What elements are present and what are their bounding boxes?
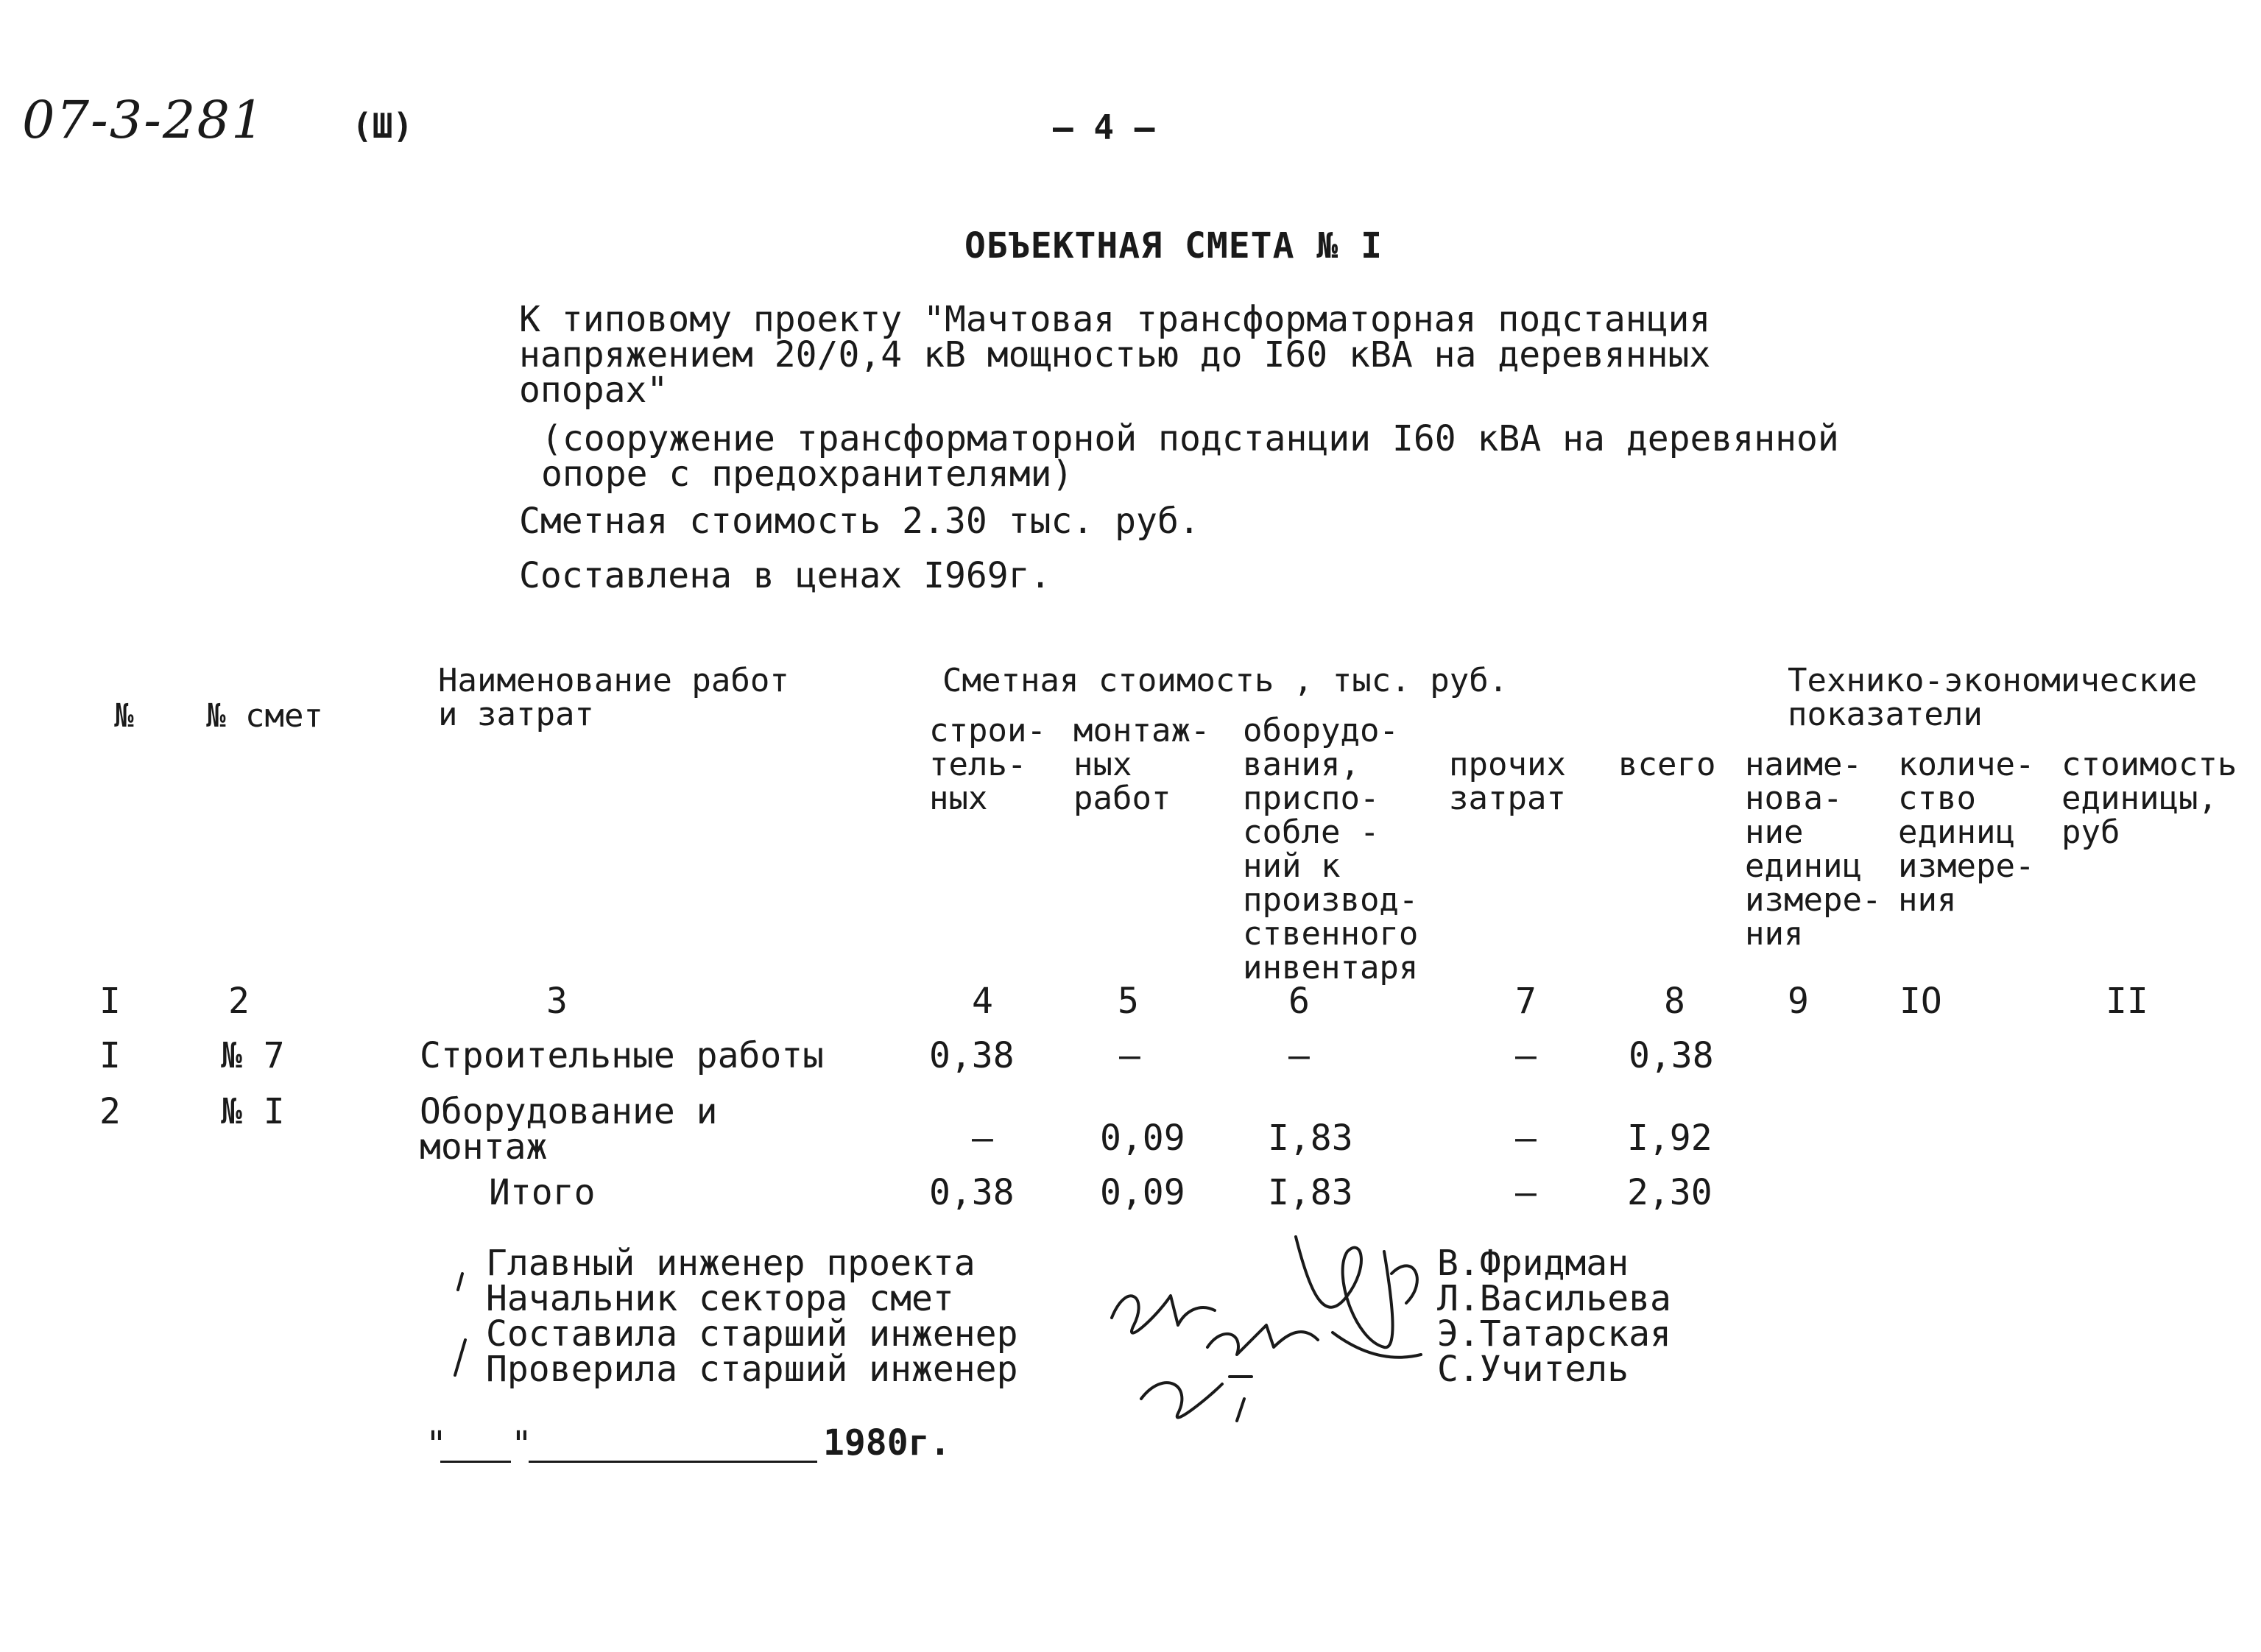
document-number: 07-3-281 bbox=[22, 90, 266, 150]
col-number-3: 3 bbox=[546, 981, 568, 1022]
project-scope: (сооружение трансформаторной подстанции I60 кВА на деревянной опоре с предохранителями) bbox=[541, 418, 1839, 495]
total-equipment: I,83 bbox=[1268, 1172, 1353, 1213]
row1-number: I bbox=[99, 1035, 121, 1076]
page-number: – 4 – bbox=[1053, 107, 1155, 147]
header-unit-quantity: количе- ство единиц измере- ния bbox=[1898, 746, 2035, 919]
header-work-name: Наименование работ и затрат bbox=[438, 662, 789, 733]
row1-name: Строительные работы bbox=[420, 1035, 825, 1076]
document-title: ОБЪЕКТНАЯ СМЕТА № I bbox=[964, 225, 1383, 266]
signer-title-2: Начальник сектора смет bbox=[486, 1278, 954, 1319]
signer-name-1: В.Фридман bbox=[1437, 1243, 1629, 1284]
header-installation: монтаж- ных работ bbox=[1073, 712, 1210, 817]
date-quote-close: " bbox=[511, 1424, 532, 1465]
date-year: 1980г. bbox=[823, 1422, 951, 1464]
total-total: 2,30 bbox=[1627, 1172, 1712, 1213]
total-other: – bbox=[1515, 1172, 1537, 1213]
document-series-mark: (Ш) bbox=[352, 106, 414, 146]
total-construction: 0,38 bbox=[929, 1172, 1015, 1213]
row2-number: 2 bbox=[99, 1091, 121, 1132]
col-number-6: 6 bbox=[1288, 981, 1310, 1022]
project-description: К типовому проекту "Мачтовая трансформаторная подстанция напряжением 20/0,4 кВ мощностью до I60 кВА на деревянных опорах" bbox=[519, 299, 1711, 411]
row2-equipment: I,83 bbox=[1268, 1118, 1353, 1159]
row2-other: – bbox=[1515, 1118, 1537, 1159]
signer-name-2: Л.Васильева bbox=[1437, 1278, 1671, 1319]
col-number-11: II bbox=[2106, 981, 2148, 1022]
row2-estimate: № I bbox=[221, 1091, 285, 1132]
header-unit-name: наиме- нова- ние единиц измере- ния bbox=[1745, 746, 1882, 953]
col-number-7: 7 bbox=[1515, 981, 1537, 1022]
header-other-costs: прочих затрат bbox=[1449, 746, 1566, 817]
col-number-4: 4 bbox=[972, 981, 993, 1022]
row2-name: Оборудование и монтаж bbox=[420, 1091, 718, 1168]
row1-other: – bbox=[1515, 1035, 1537, 1076]
estimated-cost: Сметная стоимость 2.30 тыс. руб. bbox=[519, 501, 1200, 542]
col-number-2: 2 bbox=[228, 981, 250, 1022]
row1-estimate: № 7 bbox=[221, 1035, 285, 1076]
row1-equipment: – bbox=[1288, 1035, 1310, 1076]
row1-total: 0,38 bbox=[1629, 1035, 1714, 1076]
col-number-5: 5 bbox=[1118, 981, 1139, 1022]
row2-installation: 0,09 bbox=[1100, 1118, 1185, 1159]
row1-construction: 0,38 bbox=[929, 1035, 1015, 1076]
signer-name-3: Э.Татарская bbox=[1437, 1313, 1671, 1355]
row2-construction: – bbox=[972, 1118, 993, 1159]
header-total: всего bbox=[1618, 746, 1716, 783]
signer-title-1: Главный инженер проекта bbox=[486, 1243, 976, 1284]
row2-total: I,92 bbox=[1627, 1118, 1712, 1159]
header-number: № bbox=[114, 697, 134, 735]
header-estimate-number: № смет bbox=[206, 697, 323, 735]
total-label: Итого bbox=[489, 1172, 596, 1213]
signer-title-4: Проверила старший инженер bbox=[486, 1349, 1018, 1390]
date-day-blank bbox=[440, 1461, 511, 1463]
date-quote-open: " bbox=[426, 1424, 447, 1465]
col-number-9: 9 bbox=[1788, 981, 1809, 1022]
row1-installation: – bbox=[1119, 1035, 1140, 1076]
date-month-blank bbox=[529, 1461, 817, 1463]
prices-year: Составлена в ценах I969г. bbox=[519, 555, 1051, 596]
total-installation: 0,09 bbox=[1100, 1172, 1185, 1213]
col-number-1: I bbox=[99, 981, 121, 1022]
col-number-8: 8 bbox=[1664, 981, 1685, 1022]
signer-name-4: С.Учитель bbox=[1437, 1349, 1629, 1390]
header-equipment: оборудо- вания, приспо- собле - ний к производ- ственного инвентаря bbox=[1243, 712, 1419, 986]
header-tech-group: Технико-экономические показатели bbox=[1788, 662, 2198, 733]
header-construction: строи- тель- ных bbox=[929, 712, 1046, 817]
header-unit-cost: стоимость единицы, руб bbox=[2061, 746, 2237, 851]
col-number-10: IO bbox=[1900, 981, 1942, 1022]
header-cost-group: Сметная стоимость , тыс. руб. bbox=[942, 662, 1509, 699]
signer-title-3: Составила старший инженер bbox=[486, 1313, 1018, 1355]
